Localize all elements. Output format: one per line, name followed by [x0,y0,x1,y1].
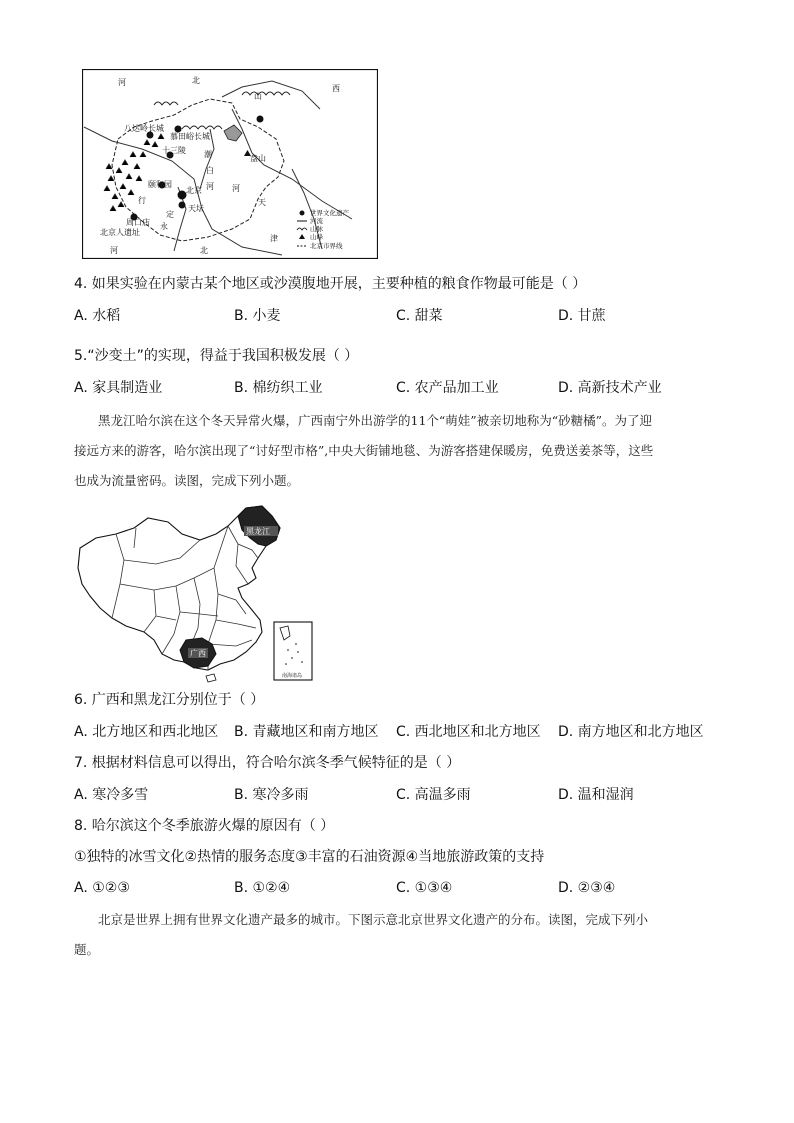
south-china-sea-inset [274,622,312,680]
question-8-statements: ①独特的冰雪文化②热情的服务态度③丰富的石油资源④当地旅游政策的支持 [74,849,545,865]
map-label: 西 [332,84,340,93]
q8-option-d[interactable]: D. ②③④ [558,880,616,896]
map-label: 十三陵 [162,146,186,155]
passage-2-line-1: 北京是世界上拥有世界文化遗产最多的城市。下图示意北京世界文化遗产的分布。读图，完成下列小 [98,912,649,927]
q8-option-a[interactable]: A. ①②③ [74,880,130,896]
q5-option-b[interactable]: B. 棉纺织工业 [234,380,323,396]
question-7-stem: 7. 根据材料信息可以得出，符合哈尔滨冬季气候特征的是（ ） [74,755,461,771]
map-label: 盘山 [250,154,266,163]
map-label: 北 [192,76,200,85]
map-label: 永 [160,222,168,231]
q5-option-a[interactable]: A. 家具制造业 [74,380,163,396]
heritage-dot-east [257,116,264,123]
q4-option-d[interactable]: D. 甘蔗 [558,308,606,324]
passage-2-line-2: 题。 [74,942,100,957]
inset-label: 南海诸岛 [282,673,303,679]
map-label: 慕田峪长城 [170,132,210,141]
map-label: 天 [258,198,266,207]
legend-mountain: 山脉 [310,225,323,233]
map-label: 周口店 [126,218,150,227]
q8-option-b[interactable]: B. ①②④ [234,880,291,896]
china-map [76,504,322,686]
map-label: 潮 [204,150,212,159]
map-label: 河 [110,246,118,255]
beijing-heritage-map [82,69,378,259]
guangxi-label: 广西 [190,649,206,658]
legend-boundary: 北京市界线 [310,242,343,250]
legend-heritage: 世界文化遗产 [310,209,349,217]
q4-option-a[interactable]: A. 水稻 [74,308,121,324]
heilongjiang-label: 黑龙江 [246,527,270,536]
question-6-stem: 6. 广西和黑龙江分别位于（ ） [74,692,265,708]
passage-1 [74,406,724,496]
map-label: 河 [232,184,240,193]
q5-option-c[interactable]: C. 农产品加工业 [396,380,499,396]
map-label: 行 [138,196,146,205]
map-label: 北京人遗址 [100,228,140,237]
question-8-stem: 8. 哈尔滨这个冬季旅游火爆的原因有（ ） [74,818,335,834]
map-label: 北 [200,246,208,255]
passage-1-line-1: 黑龙江哈尔滨在这个冬天异常火爆，广西南宁外出游学的11个“萌娃”被亲切地称为“砂糖橘”。为了迎 [98,413,652,428]
q7-option-c[interactable]: C. 高温多雨 [396,787,471,803]
heritage-dot-tiantan [179,202,186,209]
q7-option-d[interactable]: D. 温和湿润 [558,787,634,803]
map-label: 河 [206,182,214,191]
map-label: 河 [118,78,126,87]
passage-1-line-3: 也成为流量密码。读图，完成下列小题。 [74,473,300,488]
q6-option-b[interactable]: B. 青藏地区和南方地区 [234,724,379,740]
map-label: 津 [270,234,278,243]
q4-option-c[interactable]: C. 甜菜 [396,308,443,324]
map-label: 北京 [186,186,202,195]
q4-option-b[interactable]: B. 小麦 [234,308,281,324]
q7-option-a[interactable]: A. 寒冷多雪 [74,787,149,803]
map-label: 山 [254,92,262,101]
q8-option-c[interactable]: C. ①③④ [396,880,453,896]
map-label: 白 [206,166,214,175]
q7-option-b[interactable]: B. 寒冷多雨 [234,787,309,803]
q6-option-a[interactable]: A. 北方地区和西北地区 [74,724,219,740]
question-4-stem: 4. 如果实验在内蒙古某个地区或沙漠腹地开展，主要种植的粮食作物最可能是（ ） [74,276,587,292]
q6-option-c[interactable]: C. 西北地区和北方地区 [396,724,541,740]
q6-option-d[interactable]: D. 南方地区和北方地区 [558,724,704,740]
passage-1-line-2: 接远方来的游客，哈尔滨出现了“讨好型市格”,中央大街铺地毯、为游客搭建保暖房，免费送姜茶等，这些 [74,443,654,458]
map-label: 定 [166,210,174,219]
map-label: 八达岭长城 [124,124,164,133]
legend-peak: 山峰 [310,233,323,241]
q5-option-d[interactable]: D. 高新技术产业 [558,380,662,396]
question-5-stem: 5.“沙变土”的实现，得益于我国积极发展（ ） [74,348,359,364]
hainan [206,674,216,682]
passage-2 [74,905,724,965]
map-label: 颐和园 [148,180,172,189]
map-label: 天坛 [188,204,204,213]
legend-river: 河流 [310,217,323,225]
